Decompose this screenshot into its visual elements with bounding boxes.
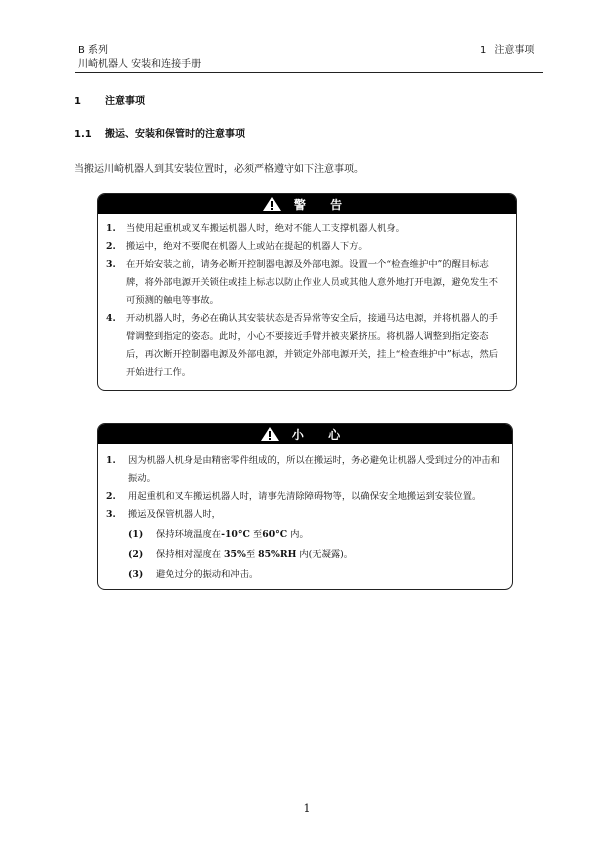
warning-item xyxy=(106,238,504,256)
header-right xyxy=(480,44,534,58)
caution-subitem-number: (1) xyxy=(128,529,144,540)
caution-subitem-text: 避免过分的振动和冲击。 xyxy=(156,569,259,580)
section-heading xyxy=(74,92,145,107)
warning-item-text: 在开始安装之前，请务必断开控制器电源及外部电源。设置一个“检查维护中”的醒目标志牌，将外部电源开关锁住或挂上标志以防止作业人员或其他人意外地打开电源，避免发生不可预测的触电等事故。 xyxy=(126,259,498,306)
intro-paragraph: 当搬运川崎机器人到其安装位置时，必须严格遵守如下注意事项。 xyxy=(74,164,364,175)
warning-item-text: 开动机器人时，务必在确认其安装状态是否异常等安全后，接通马达电源，并将机器人的手臂调整到指定的姿态。此时，小心不要接近手臂并被夹紧挤压。将机器人调整到指定姿态后，再次断开控制器电源及外部电源，并锁定外部电源开关，挂上“检查维护中”标志，然后开始进行工作。 xyxy=(126,313,499,378)
section-title: 注意事项 xyxy=(105,96,145,107)
caution-item xyxy=(106,452,506,488)
caution-title: 小 心 xyxy=(291,427,351,442)
page-number: 1 xyxy=(303,802,311,815)
caution-subitem xyxy=(128,526,506,544)
caution-subitem-number: (3) xyxy=(128,569,144,580)
caution-item xyxy=(106,488,506,506)
subitem-text-part: 至 xyxy=(249,529,263,540)
temperature-min-value: -10°C xyxy=(221,529,250,540)
warning-item-text: 搬运中，绝对不要爬在机器人上或站在提起的机器人下方。 xyxy=(126,241,368,252)
warning-item xyxy=(106,310,504,382)
temperature-max-value: 60°C xyxy=(262,529,288,540)
caution-subitem xyxy=(128,546,506,564)
warning-list xyxy=(98,214,516,382)
warning-item-text: 当使用起重机或叉车搬运机器人时，绝对不能人工支撑机器人机身。 xyxy=(126,223,405,234)
caution-item-body xyxy=(128,506,506,584)
caution-subitem xyxy=(128,566,506,584)
caution-box xyxy=(97,423,513,590)
caution-subitem-number: (2) xyxy=(128,549,144,560)
caution-subitem-text xyxy=(156,546,353,564)
subitem-text-part: 至 xyxy=(245,549,259,560)
warning-item-number: 2. xyxy=(106,241,116,252)
warning-item-number: 4. xyxy=(106,313,116,324)
caution-item-text: 搬运及保管机器人时， xyxy=(128,509,221,520)
warning-title: 警 告 xyxy=(293,197,353,212)
subitem-text-part: 保持相对湿度在 xyxy=(156,549,225,560)
caution-item-number: 1. xyxy=(106,455,116,466)
warning-item-number: 3. xyxy=(106,259,116,270)
header-manual-title: 川崎机器人 安装和连接手册 xyxy=(78,59,202,70)
warning-item-number: 1. xyxy=(106,223,116,234)
caution-item-number: 2. xyxy=(106,491,116,502)
header-rule xyxy=(75,72,543,73)
caution-item-text: 因为机器人机身是由精密零件组成的，所以在搬运时，务必避免让机器人受到过分的冲击和振动。 xyxy=(128,455,500,484)
header-chapter-title: 注意事项 xyxy=(494,45,535,56)
header-chapter-number: 1 xyxy=(480,45,487,56)
subitem-text-part: 内。 xyxy=(287,529,309,540)
subsection-number: 1.1 xyxy=(74,129,92,140)
humidity-max-value: 85%RH xyxy=(258,549,297,560)
warning-item xyxy=(106,256,504,310)
warning-title-bar xyxy=(98,194,516,214)
header-series: B 系列 xyxy=(78,45,109,56)
subsection-title: 搬运、安装和保管时的注意事项 xyxy=(105,129,245,140)
warning-triangle-icon xyxy=(260,426,280,442)
caution-title-bar xyxy=(98,424,512,444)
caution-subitem-text xyxy=(156,526,309,544)
section-number: 1 xyxy=(74,96,81,107)
humidity-min-value: 35% xyxy=(224,549,246,560)
subitem-text-part: 内(无凝露)。 xyxy=(296,549,354,560)
header-left xyxy=(78,44,201,72)
warning-box xyxy=(97,193,517,391)
warning-item xyxy=(106,220,504,238)
caution-item-number: 3. xyxy=(106,509,116,520)
subitem-text-part: 保持环境温度在 xyxy=(156,529,222,540)
subsection-heading xyxy=(74,125,245,140)
warning-triangle-icon xyxy=(262,196,282,212)
caution-list xyxy=(98,444,512,584)
caution-item xyxy=(106,506,506,584)
caution-item-text: 用起重机和叉车搬运机器人时，请事先清除障碍物等，以确保安全地搬运到安装位置。 xyxy=(128,491,482,502)
